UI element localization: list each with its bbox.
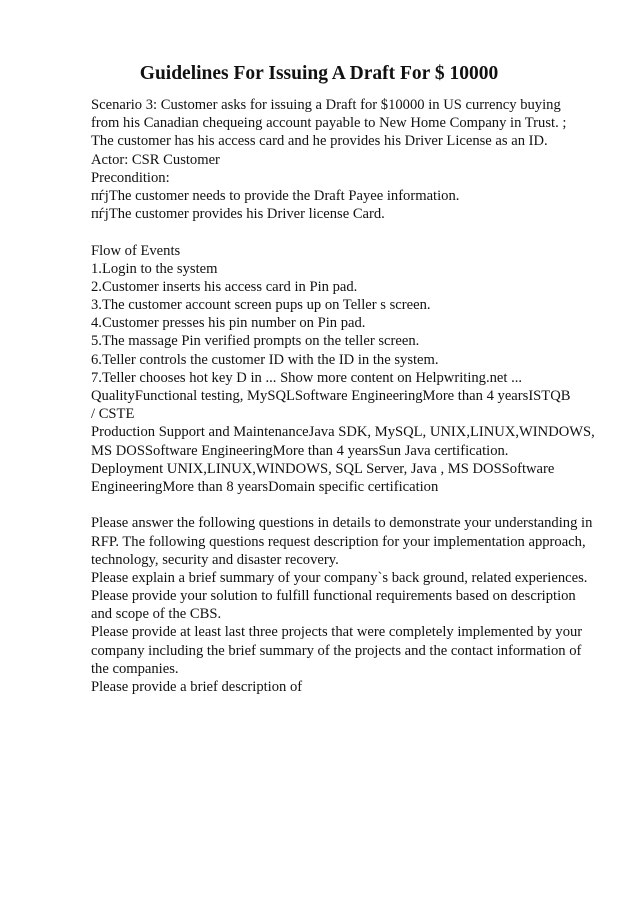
scenario-line: The customer has his access card and he provides his Driver License as an ID. (91, 133, 548, 150)
document-body (91, 96, 611, 696)
flow-step: 1.Login to the system (91, 260, 218, 277)
question-line: and scope of the CBS. (91, 606, 222, 623)
precondition-item: пѓјThe customer needs to provide the Draft Payee information. (91, 187, 460, 204)
qualification-line: QualityFunctional testing, MySQLSoftware EngineeringMore than 4 yearsISTQB (91, 388, 571, 404)
question-line: the companies. (91, 660, 179, 677)
precondition-heading: Precondition: (91, 169, 170, 186)
qualification-line: Deployment UNIX,LINUX,WINDOWS, SQL Server, Java , MS DOSSoftware (91, 460, 555, 477)
question-line: Please answer the following questions in details to demonstrate your understanding in (91, 515, 593, 532)
scenario-line: Scenario 3: Customer asks for issuing a Draft for $10000 in US currency buying (91, 97, 561, 113)
qualification-line: / CSTE (91, 406, 135, 423)
actor-line: Actor: CSR Customer (91, 151, 220, 168)
question-line: technology, security and disaster recovery. (91, 551, 339, 568)
scenario-line: from his Canadian chequeing account payable to New Home Company in Trust. ; (91, 115, 567, 132)
question-line: RFP. The following questions request description for your implementation approach, (91, 533, 586, 550)
flow-step: 5.The massage Pin verified prompts on the teller screen. (91, 333, 420, 350)
flow-step: 2.Customer inserts his access card in Pin pad. (91, 278, 358, 295)
question-line: Please provide a brief description of (91, 679, 303, 695)
qualification-line: MS DOSSoftware EngineeringMore than 4 yearsSun Java certification. (91, 442, 509, 459)
flow-step: 7.Teller chooses hot key D in ... Show more content on Helpwriting.net ... (91, 369, 523, 386)
qualification-line: EngineeringMore than 8 yearsDomain specific certification (91, 478, 439, 495)
flow-of-events-heading: Flow of Events (91, 242, 181, 259)
qualification-line: Production Support and MaintenanceJava SDK, MySQL, UNIX,LINUX,WINDOWS, (91, 424, 595, 441)
flow-step: 4.Customer presses his pin number on Pin pad. (91, 315, 366, 332)
question-line: Please provide at least last three projects that were completely implemented by your (91, 624, 583, 641)
question-line: company including the brief summary of the projects and the contact information of (91, 642, 582, 659)
flow-step: 3.The customer account screen pups up on Teller s screen. (91, 297, 431, 314)
question-line: Please provide your solution to fulfill functional requirements based on description (91, 588, 576, 605)
question-line: Please explain a brief summary of your company`s back ground, related experiences. (91, 569, 588, 586)
flow-step: 6.Teller controls the customer ID with the ID in the system. (91, 351, 439, 368)
paragraph-gap (91, 496, 611, 514)
document-title: Guidelines For Issuing A Draft For $ 10000 (139, 63, 499, 84)
paragraph-gap (91, 223, 611, 241)
precondition-item: пѓјThe customer provides his Driver license Card. (91, 206, 385, 223)
